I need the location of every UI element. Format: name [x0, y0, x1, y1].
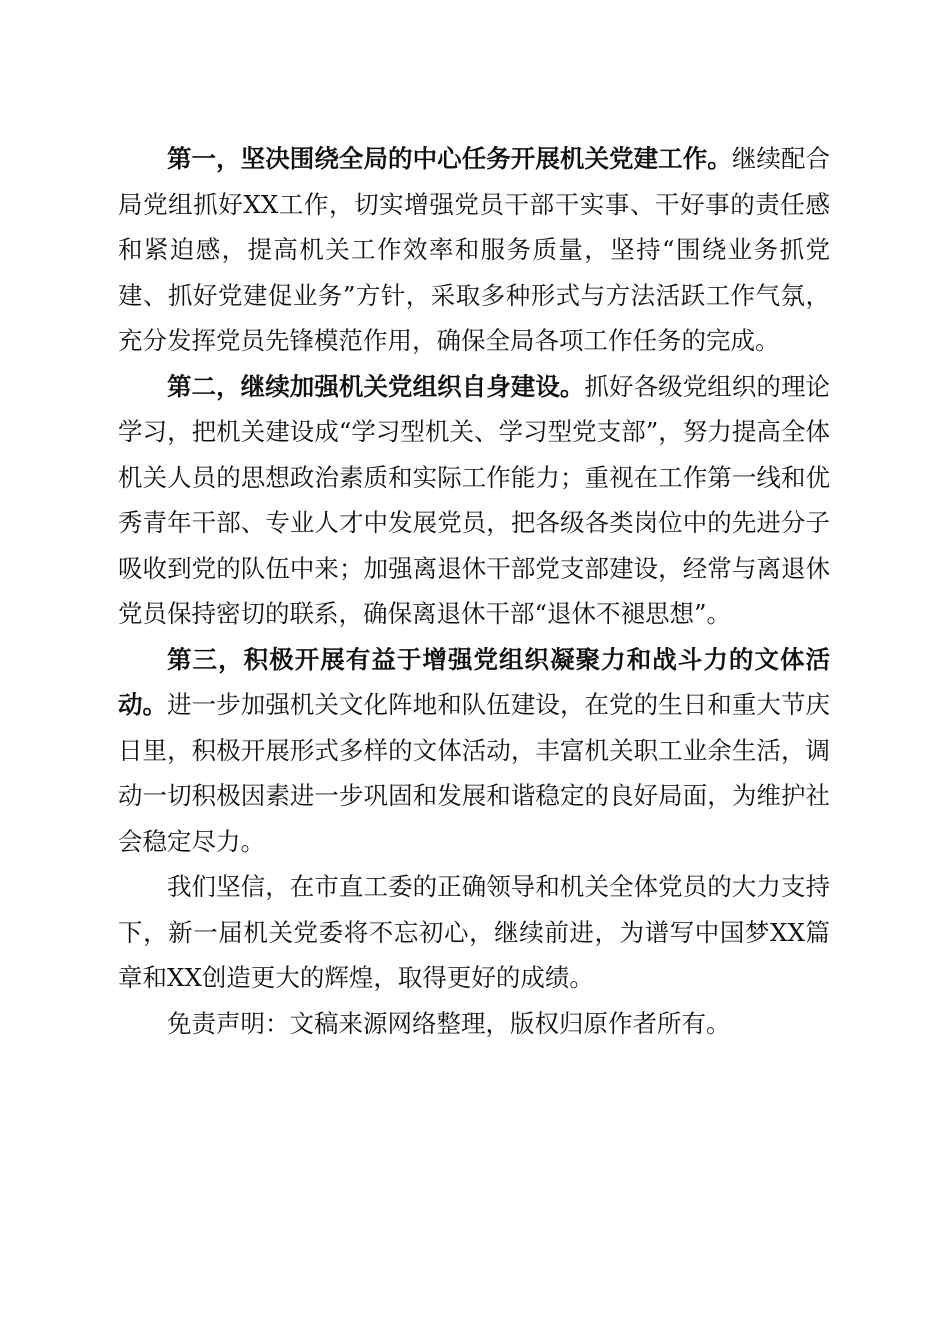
paragraph-third-text: 进一步加强机关文化阵地和队伍建设，在党的生日和重大节庆日里，积极开展形式多样的文体活动，丰富机关职工业余生活，调动一切积极因素进一步巩固和发展和谐稳定的良好局面，为维护社会稳定尽力。	[118, 690, 830, 856]
paragraph-conclusion-text: 我们坚信，在市直工委的正确领导和机关全体党员的大力支持下，新一届机关党委将不忘初心，继续前进，为谱写中国梦XX篇章和XX创造更大的辉煌，取得更好的成绩。	[118, 872, 830, 992]
disclaimer	[118, 1001, 830, 1047]
paragraph-first	[118, 136, 830, 364]
paragraph-second	[118, 364, 830, 637]
paragraph-third	[118, 637, 830, 865]
paragraph-first-heading: 第一，坚决围绕全局的中心任务开展机关党建工作。	[167, 144, 732, 173]
document-body	[118, 136, 830, 1046]
paragraph-conclusion	[118, 864, 830, 1001]
disclaimer-text: 免责声明：文稿来源网络整理，版权归原作者所有。	[167, 1008, 731, 1038]
paragraph-third-heading: 第三，积极开展有益于增强党组织凝聚力和战斗力的文体活动。	[118, 644, 830, 719]
paragraph-first-text: 继续配合局党组抓好XX工作，切实增强党员干部干实事、干好事的责任感和紧迫感，提高机关工作效率和服务质量，坚持“围绕业务抓党建、抓好党建促业务”方针，采取多种形式与方法活跃工作气氛，充分发挥党员先锋模范作用，确保全局各项工作任务的完成。	[118, 144, 831, 355]
paragraph-second-heading: 第二，继续加强机关党组织自身建设。	[167, 371, 585, 401]
paragraph-second-text: 抓好各级党组织的理论学习，把机关建设成“学习型机关、学习型党支部”，努力提高全体机关人员的思想政治素质和实际工作能力；重视在工作第一线和优秀青年干部、专业人才中发展党员，把各级各类岗位中的先进分子吸收到党的队伍中来；加强离退休干部党支部建设，经常与离退休党员保持密切的联系，确保离退休干部“退休不褪思想”。	[118, 371, 831, 628]
